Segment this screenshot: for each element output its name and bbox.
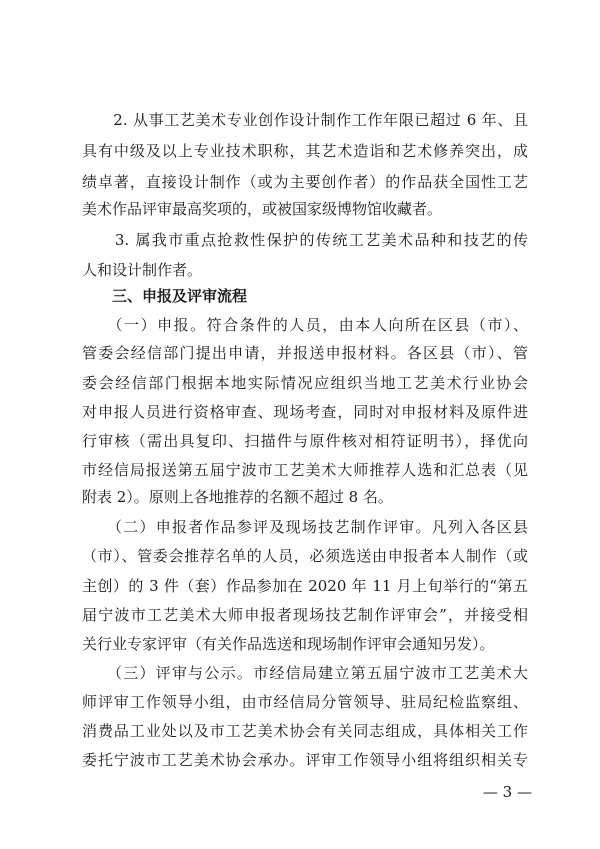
text-line: （三）评审与公示。市经信局建立第五届宁波市工艺美术大 bbox=[82, 664, 528, 682]
text-line: 行审核（需出具复印、扫描件与原件核对相符证明书），择优向 bbox=[82, 432, 528, 450]
text-line: 委托宁波市工艺美术协会承办。评审工作领导小组将组织相关专 bbox=[82, 751, 528, 769]
text-line: （二）申报者作品参评及现场技艺制作评审。凡列入各区县 bbox=[82, 518, 528, 536]
text-line: （市）、管委会推荐名单的人员，必须选送由申报者本人制作（或 bbox=[82, 547, 528, 565]
text-line: 关行业专家评审（有关作品选送和现场制作评审会通知另发）。 bbox=[82, 635, 495, 653]
page-number: — 3 — bbox=[482, 783, 532, 801]
text-line: 附表 2）。原则上各地推荐的名额不超过 8 名。 bbox=[82, 488, 393, 506]
section-heading: 三、申报及评审流程 bbox=[82, 287, 248, 305]
text-line: 美术作品评审最高奖项的，或被国家级博物馆收藏者。 bbox=[82, 200, 443, 218]
text-line: 对申报人员进行资格审查、现场考查，同时对申报材料及原件进 bbox=[82, 403, 528, 421]
text-line: 绩卓著，直接设计制作（或为主要创作者）的作品获全国性工艺 bbox=[82, 173, 528, 191]
text-line: 人和设计制作者。 bbox=[82, 261, 203, 279]
text-line: （一）申报。符合条件的人员，由本人向所在区县（市）、 bbox=[82, 316, 528, 334]
text-line: 委会经信部门根据本地实际情况应组织当地工艺美术行业协会 bbox=[82, 374, 528, 392]
text-line: 具有中级及以上专业技术职称，其艺术造诣和艺术修养突出，成 bbox=[82, 142, 528, 160]
text-line: 主创）的 3 件（套）作品参加在 2020 年 11 月上旬举行的“第五 bbox=[82, 577, 528, 595]
text-line: 师评审工作领导小组，由市经信局分管领导、驻局纪检监察组、 bbox=[82, 693, 528, 711]
text-line: 届宁波市工艺美术大师申报者现场技艺制作评审会”，并接受相 bbox=[82, 606, 528, 624]
text-line: 市经信局报送第五届宁波市工艺美术大师推荐人选和汇总表（见 bbox=[82, 461, 528, 479]
text-line: 3. 属我市重点抢救性保护的传统工艺美术品种和技艺的传 bbox=[82, 231, 528, 249]
text-line: 消费品工业处以及市工艺美术协会有关同志组成，具体相关工作 bbox=[82, 722, 528, 740]
text-line: 管委会经信部门提出申请，并报送申报材料。各区县（市）、管 bbox=[82, 344, 528, 362]
text-line: 2. 从事工艺美术专业创作设计制作工作年限已超过 6 年、且 bbox=[82, 111, 528, 129]
